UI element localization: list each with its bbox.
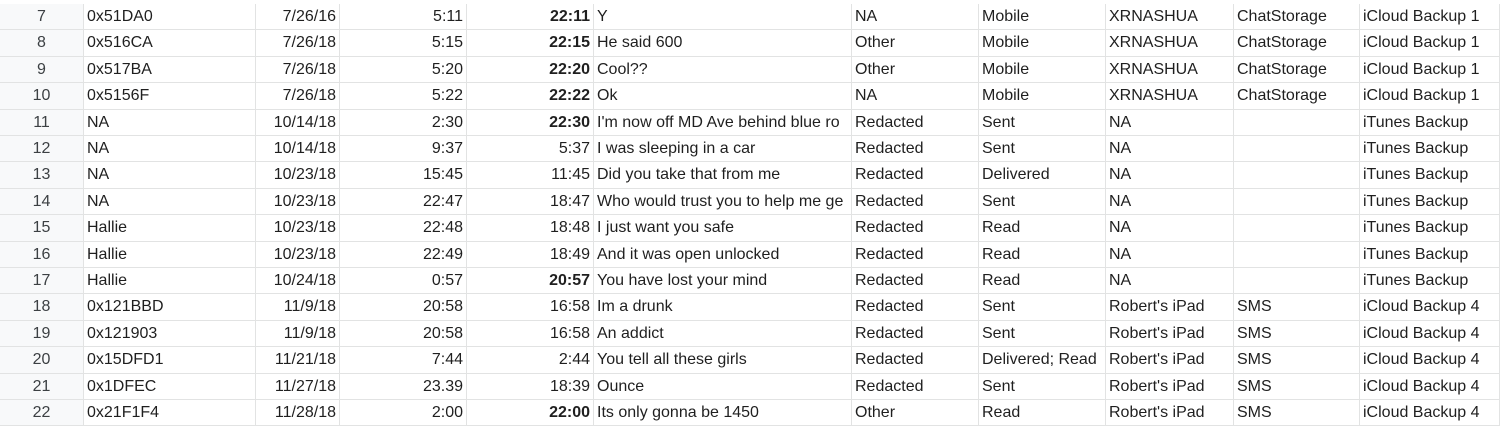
- cell-database[interactable]: ChatStorage: [1234, 57, 1360, 82]
- cell-date[interactable]: 10/23/18: [256, 242, 340, 267]
- cell-source[interactable]: iCloud Backup 1: [1360, 83, 1500, 108]
- cell-date[interactable]: 11/21/18: [256, 347, 340, 372]
- cell-time[interactable]: 22:49: [340, 242, 467, 267]
- cell-local-time[interactable]: 22:15: [467, 30, 594, 55]
- cell-database[interactable]: [1234, 110, 1360, 135]
- cell-message[interactable]: Y: [594, 4, 852, 29]
- cell-time[interactable]: 23.39: [340, 374, 467, 399]
- cell-database[interactable]: SMS: [1234, 374, 1360, 399]
- cell-id[interactable]: Hallie: [84, 242, 256, 267]
- cell-status[interactable]: Delivered: [979, 162, 1106, 187]
- cell-status[interactable]: Sent: [979, 321, 1106, 346]
- table-row: [0, 162, 1500, 188]
- row-header[interactable]: 15: [0, 215, 84, 240]
- cell-local-time[interactable]: 20:57: [467, 268, 594, 293]
- cell-local-time[interactable]: 18:49: [467, 242, 594, 267]
- row-header[interactable]: 10: [0, 83, 84, 108]
- cell-database[interactable]: [1234, 162, 1360, 187]
- cell-date[interactable]: 11/9/18: [256, 321, 340, 346]
- cell-database[interactable]: SMS: [1234, 294, 1360, 319]
- cell-date[interactable]: 10/23/18: [256, 215, 340, 240]
- cell-type[interactable]: Redacted: [852, 136, 979, 161]
- cell-database[interactable]: [1234, 189, 1360, 214]
- cell-id[interactable]: Hallie: [84, 215, 256, 240]
- cell-type[interactable]: Redacted: [852, 374, 979, 399]
- cell-device[interactable]: Robert's iPad: [1106, 347, 1234, 372]
- cell-status[interactable]: Delivered; Read: [979, 347, 1106, 372]
- cell-date[interactable]: 10/23/18: [256, 162, 340, 187]
- cell-source[interactable]: iTunes Backup: [1360, 215, 1500, 240]
- cell-id[interactable]: 0x5156F: [84, 83, 256, 108]
- cell-time[interactable]: 2:30: [340, 110, 467, 135]
- cell-type[interactable]: Redacted: [852, 268, 979, 293]
- row-header[interactable]: 21: [0, 374, 84, 399]
- cell-database[interactable]: SMS: [1234, 347, 1360, 372]
- cell-time[interactable]: 5:11: [340, 4, 467, 29]
- cell-id[interactable]: 0x15DFD1: [84, 347, 256, 372]
- cell-device[interactable]: NA: [1106, 189, 1234, 214]
- cell-date[interactable]: 10/14/18: [256, 136, 340, 161]
- cell-device[interactable]: NA: [1106, 136, 1234, 161]
- cell-source[interactable]: iCloud Backup 1: [1360, 57, 1500, 82]
- cell-date[interactable]: 10/14/18: [256, 110, 340, 135]
- cell-type[interactable]: Redacted: [852, 347, 979, 372]
- table-row: [0, 189, 1500, 215]
- cell-local-time[interactable]: 18:39: [467, 374, 594, 399]
- cell-device[interactable]: NA: [1106, 268, 1234, 293]
- cell-device[interactable]: NA: [1106, 242, 1234, 267]
- cell-source[interactable]: iCloud Backup 4: [1360, 294, 1500, 319]
- cell-type[interactable]: Redacted: [852, 294, 979, 319]
- cell-message[interactable]: I just want you safe: [594, 215, 852, 240]
- cell-time[interactable]: 2:00: [340, 400, 467, 425]
- cell-database[interactable]: [1234, 215, 1360, 240]
- cell-time[interactable]: 15:45: [340, 162, 467, 187]
- cell-device[interactable]: NA: [1106, 215, 1234, 240]
- cell-id[interactable]: 0x51DA0: [84, 4, 256, 29]
- cell-message[interactable]: Who would trust you to help me ge: [594, 189, 852, 214]
- cell-device[interactable]: Robert's iPad: [1106, 374, 1234, 399]
- cell-device[interactable]: XRNASHUA: [1106, 30, 1234, 55]
- cell-database[interactable]: [1234, 268, 1360, 293]
- cell-local-time[interactable]: 16:58: [467, 294, 594, 319]
- cell-database[interactable]: [1234, 136, 1360, 161]
- cell-type[interactable]: Redacted: [852, 162, 979, 187]
- cell-status[interactable]: Sent: [979, 294, 1106, 319]
- cell-type[interactable]: Other: [852, 30, 979, 55]
- cell-date[interactable]: 7/26/18: [256, 57, 340, 82]
- cell-message[interactable]: And it was open unlocked: [594, 242, 852, 267]
- cell-id[interactable]: 0x516CA: [84, 30, 256, 55]
- cell-time[interactable]: 5:20: [340, 57, 467, 82]
- row-header[interactable]: 9: [0, 57, 84, 82]
- cell-id[interactable]: 0x517BA: [84, 57, 256, 82]
- cell-database[interactable]: SMS: [1234, 321, 1360, 346]
- cell-source[interactable]: iTunes Backup: [1360, 162, 1500, 187]
- cell-device[interactable]: Robert's iPad: [1106, 294, 1234, 319]
- cell-type[interactable]: Redacted: [852, 189, 979, 214]
- cell-device[interactable]: XRNASHUA: [1106, 4, 1234, 29]
- cell-time[interactable]: 22:48: [340, 215, 467, 240]
- cell-source[interactable]: iCloud Backup 4: [1360, 374, 1500, 399]
- cell-date[interactable]: 7/26/18: [256, 83, 340, 108]
- cell-database[interactable]: ChatStorage: [1234, 30, 1360, 55]
- row-header[interactable]: 19: [0, 321, 84, 346]
- cell-source[interactable]: iTunes Backup: [1360, 268, 1500, 293]
- cell-source[interactable]: iCloud Backup 4: [1360, 347, 1500, 372]
- cell-status[interactable]: Sent: [979, 136, 1106, 161]
- cell-type[interactable]: Redacted: [852, 110, 979, 135]
- row-header[interactable]: 20: [0, 347, 84, 372]
- cell-message[interactable]: Its only gonna be 1450: [594, 400, 852, 425]
- cell-time[interactable]: 5:15: [340, 30, 467, 55]
- table-row: [0, 242, 1500, 268]
- cell-message[interactable]: Im a drunk: [594, 294, 852, 319]
- cell-device[interactable]: XRNASHUA: [1106, 57, 1234, 82]
- cell-date[interactable]: 10/23/18: [256, 189, 340, 214]
- cell-time[interactable]: 7:44: [340, 347, 467, 372]
- cell-date[interactable]: 10/24/18: [256, 268, 340, 293]
- table-row: [0, 400, 1500, 426]
- cell-database[interactable]: ChatStorage: [1234, 4, 1360, 29]
- cell-local-time[interactable]: 5:37: [467, 136, 594, 161]
- cell-type[interactable]: Other: [852, 400, 979, 425]
- cell-message[interactable]: Ounce: [594, 374, 852, 399]
- cell-device[interactable]: NA: [1106, 110, 1234, 135]
- cell-source[interactable]: iCloud Backup 1: [1360, 30, 1500, 55]
- cell-local-time[interactable]: 16:58: [467, 321, 594, 346]
- cell-local-time[interactable]: 2:44: [467, 347, 594, 372]
- cell-message[interactable]: I was sleeping in a car: [594, 136, 852, 161]
- cell-device[interactable]: NA: [1106, 162, 1234, 187]
- cell-source[interactable]: iTunes Backup: [1360, 242, 1500, 267]
- cell-time[interactable]: 20:58: [340, 294, 467, 319]
- cell-id[interactable]: NA: [84, 162, 256, 187]
- cell-date[interactable]: 11/27/18: [256, 374, 340, 399]
- row-header[interactable]: 7: [0, 4, 84, 29]
- cell-time[interactable]: 0:57: [340, 268, 467, 293]
- cell-database[interactable]: SMS: [1234, 400, 1360, 425]
- table-row: [0, 110, 1500, 136]
- cell-local-time[interactable]: 22:11: [467, 4, 594, 29]
- cell-id[interactable]: NA: [84, 110, 256, 135]
- cell-status[interactable]: Sent: [979, 189, 1106, 214]
- table-row: [0, 321, 1500, 347]
- row-header[interactable]: 13: [0, 162, 84, 187]
- cell-status[interactable]: Read: [979, 242, 1106, 267]
- cell-local-time[interactable]: 18:48: [467, 215, 594, 240]
- row-header[interactable]: 18: [0, 294, 84, 319]
- cell-local-time[interactable]: 22:22: [467, 83, 594, 108]
- cell-status[interactable]: Read: [979, 215, 1106, 240]
- cell-type[interactable]: Other: [852, 57, 979, 82]
- cell-status[interactable]: Read: [979, 400, 1106, 425]
- row-header[interactable]: 11: [0, 110, 84, 135]
- row-header[interactable]: 12: [0, 136, 84, 161]
- cell-type[interactable]: Redacted: [852, 321, 979, 346]
- cell-status[interactable]: Mobile: [979, 83, 1106, 108]
- cell-database[interactable]: ChatStorage: [1234, 83, 1360, 108]
- row-header[interactable]: 8: [0, 30, 84, 55]
- cell-message[interactable]: Cool??: [594, 57, 852, 82]
- table-row: [0, 268, 1500, 294]
- cell-date[interactable]: 11/9/18: [256, 294, 340, 319]
- cell-type[interactable]: NA: [852, 83, 979, 108]
- cell-device[interactable]: XRNASHUA: [1106, 83, 1234, 108]
- cell-message[interactable]: You have lost your mind: [594, 268, 852, 293]
- cell-id[interactable]: 0x1DFEC: [84, 374, 256, 399]
- cell-source[interactable]: iCloud Backup 1: [1360, 4, 1500, 29]
- cell-time[interactable]: 22:47: [340, 189, 467, 214]
- cell-type[interactable]: NA: [852, 4, 979, 29]
- table-row: [0, 347, 1500, 373]
- cell-id[interactable]: 0x121903: [84, 321, 256, 346]
- table-row: [0, 83, 1500, 109]
- table-row: [0, 294, 1500, 320]
- cell-type[interactable]: Redacted: [852, 215, 979, 240]
- cell-message[interactable]: You tell all these girls: [594, 347, 852, 372]
- cell-device[interactable]: Robert's iPad: [1106, 400, 1234, 425]
- cell-status[interactable]: Sent: [979, 110, 1106, 135]
- row-header[interactable]: 16: [0, 242, 84, 267]
- cell-type[interactable]: Redacted: [852, 242, 979, 267]
- cell-id[interactable]: NA: [84, 136, 256, 161]
- cell-id[interactable]: 0x21F1F4: [84, 400, 256, 425]
- cell-source[interactable]: iTunes Backup: [1360, 189, 1500, 214]
- cell-time[interactable]: 5:22: [340, 83, 467, 108]
- cell-message[interactable]: Did you take that from me: [594, 162, 852, 187]
- table-row: [0, 30, 1500, 56]
- cell-status[interactable]: Mobile: [979, 4, 1106, 29]
- cell-id[interactable]: NA: [84, 189, 256, 214]
- cell-message[interactable]: I'm now off MD Ave behind blue ro: [594, 110, 852, 135]
- cell-source[interactable]: iCloud Backup 4: [1360, 321, 1500, 346]
- cell-message[interactable]: He said 600: [594, 30, 852, 55]
- cell-time[interactable]: 9:37: [340, 136, 467, 161]
- cell-source[interactable]: iTunes Backup: [1360, 110, 1500, 135]
- cell-date[interactable]: 7/26/18: [256, 30, 340, 55]
- cell-local-time[interactable]: 22:00: [467, 400, 594, 425]
- cell-source[interactable]: iCloud Backup 4: [1360, 400, 1500, 425]
- cell-source[interactable]: iTunes Backup: [1360, 136, 1500, 161]
- cell-local-time[interactable]: 22:30: [467, 110, 594, 135]
- cell-status[interactable]: Mobile: [979, 30, 1106, 55]
- cell-status[interactable]: Mobile: [979, 57, 1106, 82]
- cell-message[interactable]: Ok: [594, 83, 852, 108]
- cell-local-time[interactable]: 18:47: [467, 189, 594, 214]
- cell-local-time[interactable]: 22:20: [467, 57, 594, 82]
- table-row: [0, 57, 1500, 83]
- table-row: [0, 136, 1500, 162]
- cell-message[interactable]: An addict: [594, 321, 852, 346]
- cell-id[interactable]: 0x121BBD: [84, 294, 256, 319]
- cell-id[interactable]: Hallie: [84, 268, 256, 293]
- cell-database[interactable]: [1234, 242, 1360, 267]
- table-row: [0, 4, 1500, 30]
- table-row: [0, 215, 1500, 241]
- row-header[interactable]: 17: [0, 268, 84, 293]
- cell-status[interactable]: Sent: [979, 374, 1106, 399]
- row-header[interactable]: 22: [0, 400, 84, 425]
- cell-local-time[interactable]: 11:45: [467, 162, 594, 187]
- cell-date[interactable]: 7/26/16: [256, 4, 340, 29]
- cell-device[interactable]: Robert's iPad: [1106, 321, 1234, 346]
- table-row: [0, 374, 1500, 400]
- row-header[interactable]: 14: [0, 189, 84, 214]
- cell-status[interactable]: Read: [979, 268, 1106, 293]
- cell-time[interactable]: 20:58: [340, 321, 467, 346]
- cell-date[interactable]: 11/28/18: [256, 400, 340, 425]
